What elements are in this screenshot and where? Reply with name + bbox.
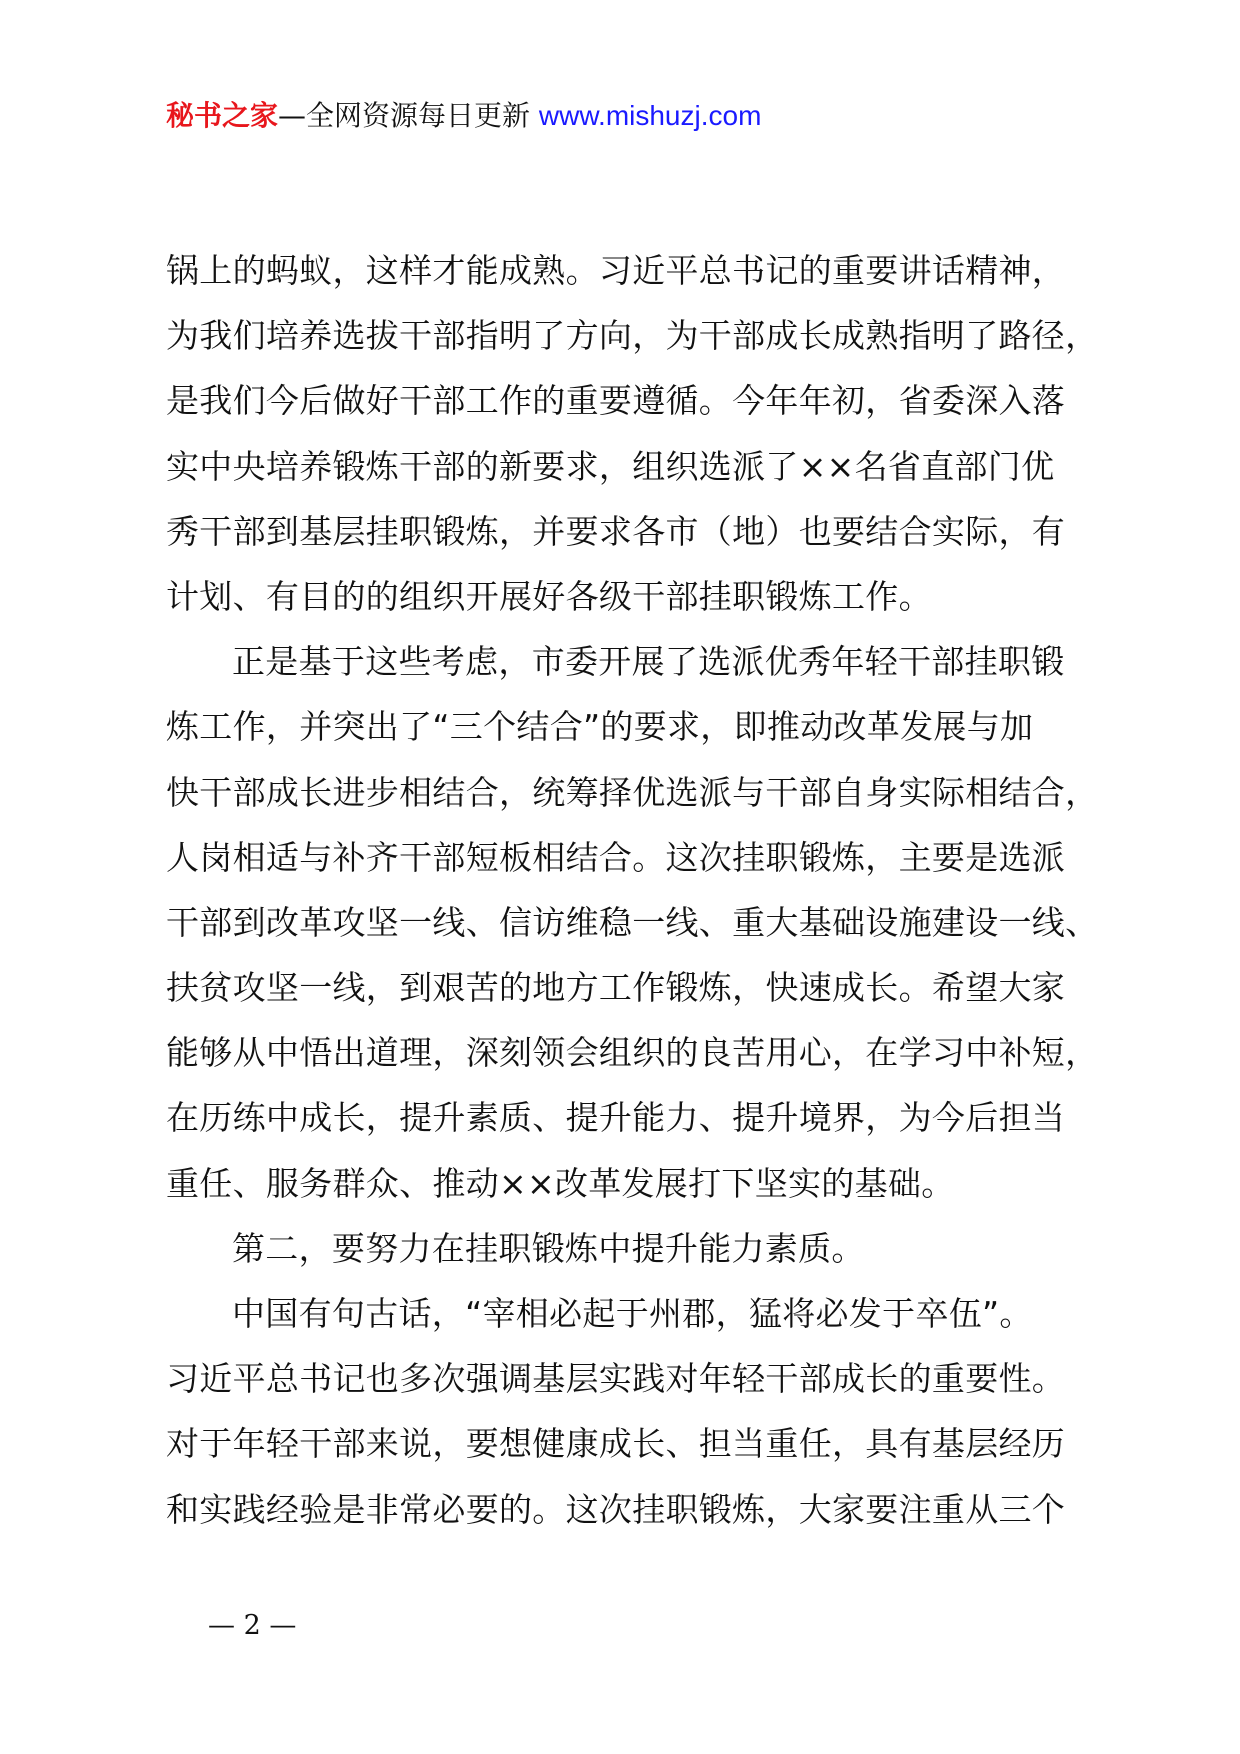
- text-line: 是我们今后做好干部工作的重要遵循。今年年初，省委深入落: [166, 381, 1066, 421]
- text-line: 对于年轻干部来说，要想健康成长、担当重任，具有基层经历: [166, 1424, 1066, 1464]
- text-line: 人岗相适与补齐干部短板相结合。这次挂职锻炼，主要是选派: [166, 837, 1066, 877]
- text-line: 为我们培养选拔干部指明了方向，为干部成长成熟指明了路径，: [166, 316, 1099, 356]
- header-url-link[interactable]: www.mishuzj.com: [538, 100, 762, 131]
- text-line: 正是基于这些考虑，市委开展了选派优秀年轻干部挂职锻: [232, 642, 1065, 682]
- text-line: 第二，要努力在挂职锻炼中提升能力素质。: [232, 1228, 865, 1268]
- text-line: 锅上的蚂蚁，这样才能成熟。习近平总书记的重要讲话精神，: [166, 251, 1066, 290]
- text-line: 习近平总书记也多次强调基层实践对年轻干部成长的重要性。: [166, 1359, 1066, 1399]
- page-number: — 2 —: [208, 1610, 297, 1641]
- text-line: 干部到改革攻坚一线、信访维稳一线、重大基础设施建设一线、: [166, 902, 1099, 942]
- text-line: 炼工作，并突出了“三个结合”的要求，即推动改革发展与加: [166, 707, 1034, 747]
- text-line: 中国有句古话，“宰相必起于州郡，猛将必发于卒伍”。: [232, 1294, 1033, 1333]
- text-line: 实中央培养锻炼干部的新要求，组织选派了××名省直部门优: [166, 446, 1055, 486]
- text-line: 快干部成长进步相结合，统筹择优选派与干部自身实际相结合，: [166, 772, 1099, 812]
- header-tagline: —全网资源每日更新: [278, 99, 539, 132]
- text-line: 重任、服务群众、推动××改革发展打下坚实的基础。: [166, 1163, 955, 1203]
- text-line: 秀干部到基层挂职锻炼，并要求各市（地）也要结合实际，有: [166, 511, 1066, 551]
- text-line: 和实践经验是非常必要的。这次挂职锻炼，大家要注重从三个: [166, 1489, 1066, 1529]
- document-body: [166, 238, 1126, 1542]
- text-line: 扶贫攻坚一线，到艰苦的地方工作锻炼，快速成长。希望大家: [166, 968, 1066, 1008]
- text-line: 在历练中成长，提升素质、提升能力、提升境界，为今后担当: [166, 1098, 1066, 1138]
- text-line: 计划、有目的的组织开展好各级干部挂职锻炼工作。: [166, 576, 932, 616]
- page-header: [166, 96, 761, 136]
- header-brand: 秘书之家: [166, 99, 279, 132]
- text-line: 能够从中悟出道理，深刻领会组织的良苦用心，在学习中补短，: [166, 1033, 1099, 1073]
